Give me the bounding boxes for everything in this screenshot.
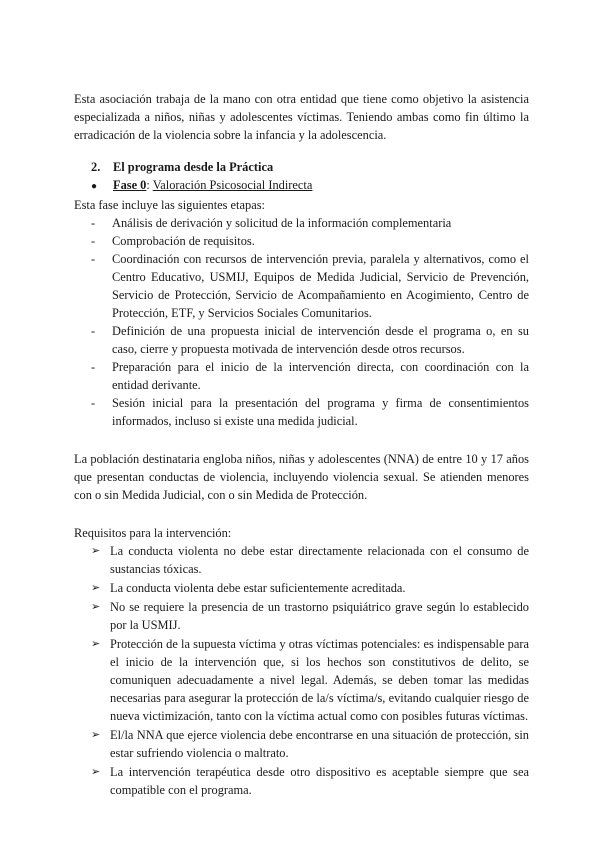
arrow-bullet-icon: ➢ <box>91 544 101 557</box>
dash-marker: - <box>91 324 96 338</box>
arrow-bullet-icon: ➢ <box>91 581 101 594</box>
arrow-bullet-icon: ➢ <box>91 637 101 650</box>
section-number: 2. <box>91 160 101 174</box>
list-item: ➢ La conducta violenta no debe estar directamente relacionada con el consumo de sustancias tóxicas. <box>91 544 529 576</box>
section-heading <box>74 158 529 176</box>
list-item: - Definición de una propuesta inicial de intervención desde el programa o, en su caso, cierre y propuesta motivada de intervención desde otros recursos. <box>91 324 529 356</box>
phase-bullet-item <box>74 176 529 196</box>
stages-intro: Esta fase incluye las siguientes etapas: <box>74 198 265 212</box>
requirements-list <box>74 542 529 799</box>
document-page <box>74 90 529 800</box>
list-item: ➢ Protección de la supuesta víctima y otras víctimas potenciales: es indispensable para el inicio de la intervención que, si los hechos son constitutivos de delito, se comuniquen adecuadamente a nivel legal. Además, se deben tomar las medidas necesarias para asegurar la protección de la/s víctima/s, evitando cualquier riesgo de nueva victimización, tanto con la víctima actual como con posibles futuras víctimas. <box>91 637 529 723</box>
phase-separator: : <box>146 178 153 192</box>
population-paragraph: La población destinataria engloba niños, niñas y adolescentes (NNA) de entre 10 y 17 años que presentan conductas de violencia, incluyendo violencia sexual. Se atienden menores con o sin Medida Judicial, con o sin Medida de Protección. <box>74 452 529 502</box>
list-item: - Coordinación con recursos de intervención previa, paralela y alternativos, como el Centro Educativo, USMIJ, Equipos de Medida Judicial, Servicio de Prevención, Servicio de Protección, Servicio de Acompañamiento en Acogimiento, Centro de Protección, ETF, y Servicios Sociales Comunitarios. <box>91 252 529 320</box>
list-item: ➢ La intervención terapéutica desde otro dispositivo es aceptable siempre que sea compatible con el programa. <box>91 765 529 797</box>
intro-paragraph: Esta asociación trabaja de la mano con otra entidad que tiene como objetivo la asistencia especializada a niños, niñas y adolescentes víctimas. Teniendo ambas como fin último la erradicación de la violencia sobre la infancia y la adolescencia. <box>74 92 529 142</box>
bullet-icon: ● <box>91 181 98 192</box>
dash-marker: - <box>91 234 96 248</box>
dash-marker: - <box>91 216 96 230</box>
dash-marker: - <box>91 396 96 410</box>
arrow-bullet-icon: ➢ <box>91 600 101 613</box>
section-title: El programa desde la Práctica <box>113 160 274 174</box>
stages-list <box>74 214 529 430</box>
list-item: ➢ No se requiere la presencia de un trastorno psiquiátrico grave según lo establecido por la USMIJ. <box>91 600 529 632</box>
dash-marker: - <box>91 360 96 374</box>
list-item: - Sesión inicial para la presentación del programa y firma de consentimientos informados, incluso si existe una medida judicial. <box>91 396 529 428</box>
phase-title: Valoración Psicosocial Indirecta <box>152 178 313 192</box>
list-item: - Análisis de derivación y solicitud de la información complementaria <box>91 216 452 230</box>
requirements-intro: Requisitos para la intervención: <box>74 526 232 540</box>
list-item: - Comprobación de requisitos. <box>91 234 255 248</box>
phase-label: Fase 0 <box>113 178 147 192</box>
list-item: - Preparación para el inicio de la intervención directa, con coordinación con la entidad derivante. <box>91 360 529 392</box>
arrow-bullet-icon: ➢ <box>91 765 101 778</box>
list-item: ➢ La conducta violenta debe estar suficientemente acreditada. <box>91 581 406 595</box>
arrow-bullet-icon: ➢ <box>91 728 101 741</box>
dash-marker: - <box>91 252 96 266</box>
list-item: ➢ El/la NNA que ejerce violencia debe encontrarse en una situación de protección, sin estar sufriendo violencia o maltrato. <box>91 728 529 760</box>
